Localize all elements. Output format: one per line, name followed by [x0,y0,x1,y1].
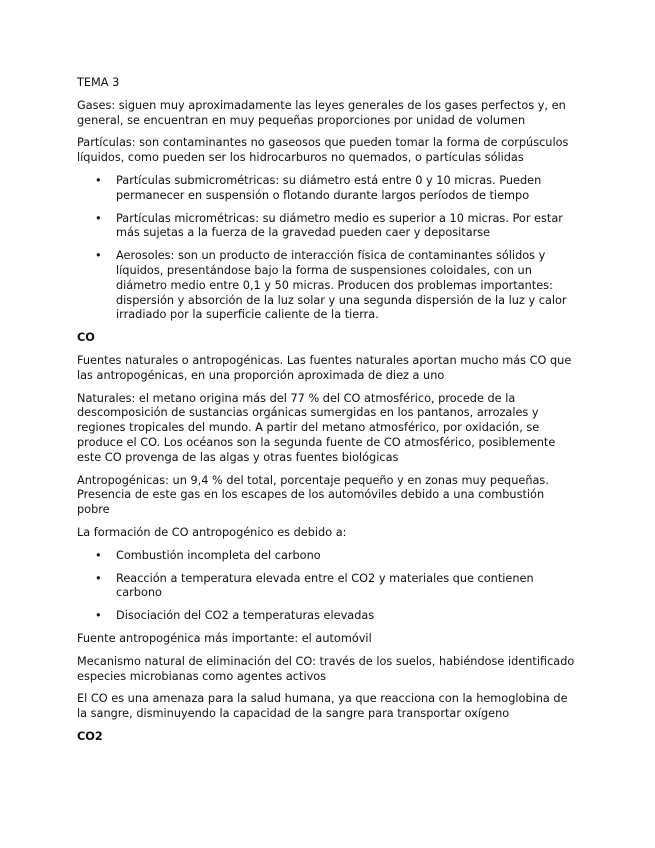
co-mecanismo-paragraph: Mecanismo natural de eliminación del CO: través de los suelos, habiéndose identificado especies microbianas como agentes activos [77,654,575,683]
bullet-icon: • [95,609,102,623]
bullet-icon: • [95,173,102,187]
co-formacion-intro: La formación de CO antropogénico es debido a: [77,525,347,539]
particulas-paragraph: Partículas: son contaminantes no gaseosos que pueden tomar la forma de corpúsculos líquidos, como pueden ser los hidrocarburos no quemados, o partículas sólidas [77,136,569,165]
particle-types-list [77,174,577,323]
bullet-icon: • [95,548,102,562]
list-item [77,572,577,602]
list-item [77,549,577,564]
co-amenaza-paragraph: El CO es una amenaza para la salud humana, ya que reacciona con la hemoglobina de la sangre, disminuyendo la capacidad de la sangre para transportar oxígeno [77,692,568,721]
co-naturales-paragraph: Naturales: el metano origina más del 77 % del CO atmosférico, procede de la descomposición de sustancias orgánicas sumergidas en los pantanos, arrozales y regiones tropicales del mundo. A partir del metano atmosférico, por oxidación, se produce el CO. Los océanos son la segunda fuente de CO atmosférico, posiblemente este CO provenga de las algas y otras fuentes biológicas [77,391,556,464]
list-item-text: Disociación del CO2 a temperaturas elevadas [116,609,375,623]
list-item-text: Partículas submicrométricas: su diámetro está entre 0 y 10 micras. Pueden permanecer en suspensión o flotando durante largos períodos de tiempo [116,173,542,202]
document-page [77,76,577,753]
list-item-text: Partículas micrométricas: su diámetro medio es superior a 10 micras. Por estar más sujetas a la fuerza de la gravedad pueden caer y depositarse [116,211,563,240]
bullet-icon: • [95,211,102,225]
list-item-text: Combustión incompleta del carbono [116,548,321,562]
bullet-icon: • [95,249,102,263]
list-item-text: Aerosoles: son un producto de interacción física de contaminantes sólidos y líquidos, presentándose bajo la forma de suspensiones coloidales, con un diámetro medio entre 0,1 y 50 micras. Producen dos problemas importantes: dispersión y absorción de la luz solar y una segunda dispersión de la luz y calor irradiado por la superficie caliente de la tierra. [116,249,567,322]
co-fuente-principal: Fuente antropogénica más importante: el automóvil [77,631,372,645]
co2-heading: CO2 [77,729,103,743]
list-item [77,212,577,242]
gases-paragraph: Gases: siguen muy aproximadamente las leyes generales de los gases perfectos y, en general, se encuentran en muy pequeñas proporciones por unidad de volumen [77,98,566,127]
document-title: TEMA 3 [77,76,120,89]
bullet-icon: • [95,571,102,585]
co-heading: CO [77,331,95,345]
list-item-text: Reacción a temperatura elevada entre el CO2 y materiales que contienen carbono [116,571,534,600]
list-item [77,174,577,204]
co-antropogenicas-paragraph: Antropogénicas: un 9,4 % del total, porcentaje pequeño y en zonas muy pequeñas. Presencia de este gas en los escapes de los automóviles debido a una combustión pobre [77,473,549,517]
co-fuentes-paragraph: Fuentes naturales o antropogénicas. Las fuentes naturales aportan mucho más CO que las antropogénicas, en una proporción aproximada de diez a uno [77,353,572,382]
list-item [77,609,577,624]
co-formacion-list [77,549,577,624]
list-item [77,249,577,323]
